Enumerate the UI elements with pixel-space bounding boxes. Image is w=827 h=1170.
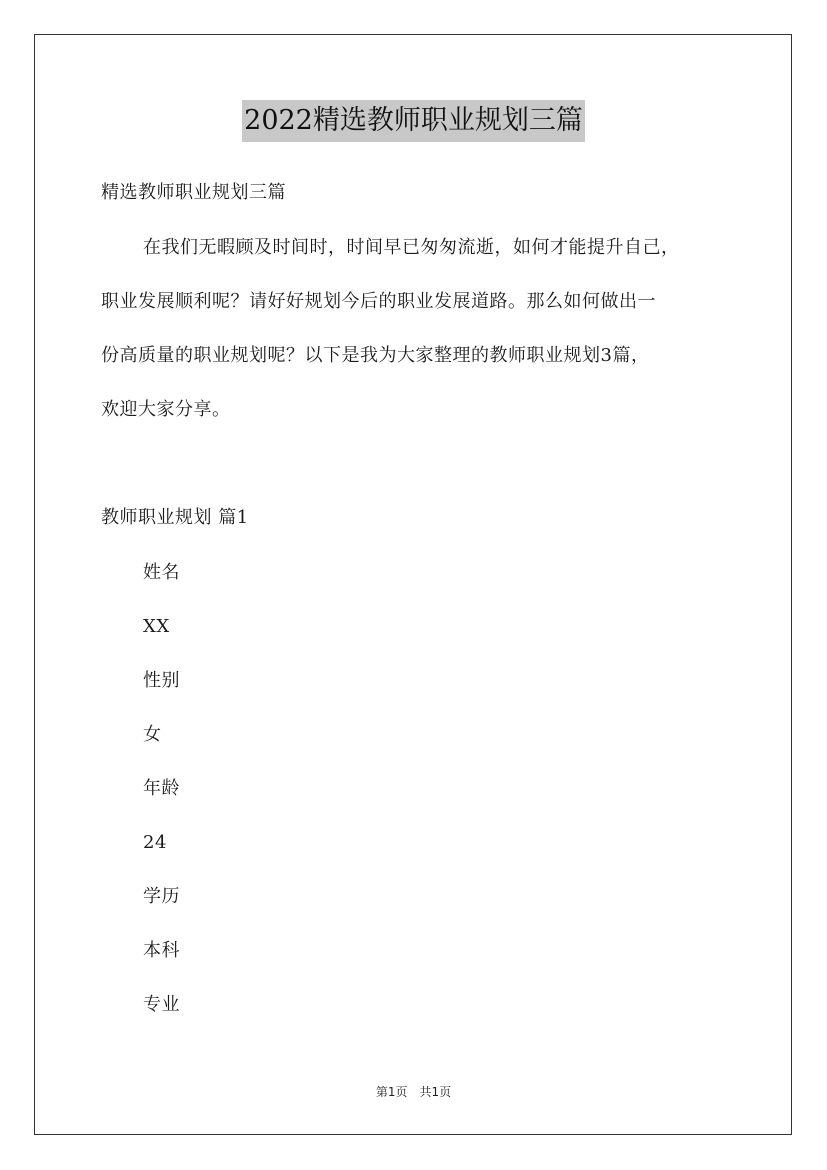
field-name-label: 姓名 xyxy=(143,562,180,583)
field-education-label: 学历 xyxy=(143,886,180,907)
section-heading: 教师职业规划 篇1 xyxy=(101,507,249,528)
field-age-label: 年龄 xyxy=(143,778,180,799)
title-container xyxy=(0,100,827,142)
field-major-label: 专业 xyxy=(143,994,180,1015)
field-gender-label: 性别 xyxy=(143,670,180,691)
page-footer: 第1页 共1页 xyxy=(375,1085,452,1099)
field-gender-value: 女 xyxy=(143,724,162,745)
intro-line-4: 欢迎大家分享。 xyxy=(101,399,231,420)
field-education-value: 本科 xyxy=(143,940,180,961)
document-title: 2022精选教师职业规划三篇 xyxy=(242,100,585,142)
intro-line-2: 职业发展顺利呢？请好好规划今后的职业发展道路。那么如何做出一 xyxy=(101,291,656,312)
document-subtitle: 精选教师职业规划三篇 xyxy=(101,182,286,203)
intro-line-3: 份高质量的职业规划呢？以下是我为大家整理的教师职业规划3篇， xyxy=(101,345,650,366)
intro-line-1: 在我们无暇顾及时间时，时间早已匆匆流逝，如何才能提升自己， xyxy=(143,237,680,258)
field-name-value: XX xyxy=(143,616,170,637)
field-age-value: 24 xyxy=(143,832,167,853)
